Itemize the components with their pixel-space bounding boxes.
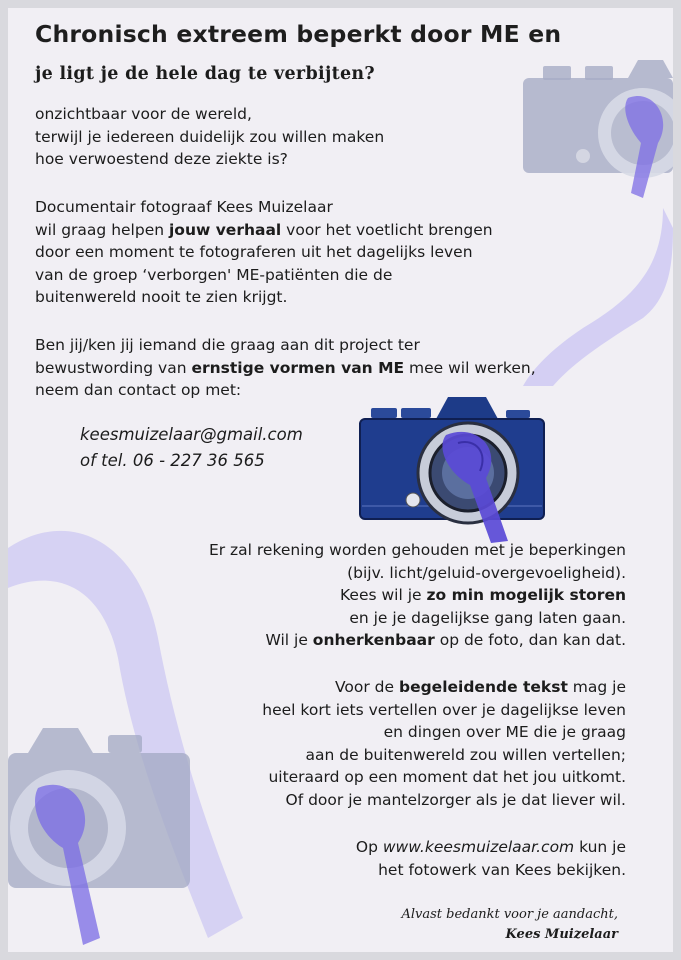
call-to-action-paragraph [35,334,536,402]
closing-block [401,905,618,945]
photographer-line: buitenwereld nooit te zien krijgt. [35,288,288,306]
call-line: neem dan contact op met: [35,381,242,399]
call-line: bewustwording van ernstige vormen van ME mee wil werken, [35,358,536,377]
photographer-line: Documentair fotograaf Kees Muizelaar [35,198,333,216]
emphasis-text: onherkenbaar [312,631,435,649]
limitations-line: Wil je onherkenbaar op de foto, dan kan dat. [265,631,626,649]
limitations-line: Kees wil je zo min mogelijk storen [340,586,626,604]
flyer-page [8,8,673,952]
photographer-line: van de groep ‘verborgen' ME-patiënten die de [35,265,393,284]
limitations-line: en je je dagelijkse gang laten gaan. [349,608,626,627]
intro-line: terwijl je iedereen duidelijk zou willen maken [35,127,385,146]
text-info-line: heel kort iets vertellen over je dagelijkse leven [262,700,626,719]
contact-email[interactable]: keesmuizelaar@gmail.com [80,425,303,444]
emphasis-text: zo min mogelijk storen [426,586,626,604]
text-info-paragraph [262,676,626,811]
intro-paragraph [35,103,384,171]
emphasis-text: begeleidende tekst [398,678,568,696]
contact-phone: of tel. 06 - 227 36 565 [80,451,265,470]
call-line: Ben jij/ken jij iemand die graag aan dit project ter [35,336,420,354]
emphasis-text: jouw verhaal [168,220,282,239]
intro-line: onzichtbaar voor de wereld, [35,105,252,123]
website-line: het fotowerk van Kees bekijken. [378,860,626,879]
website-paragraph [356,836,626,881]
text-info-line: Voor de begeleidende tekst mag je [335,678,626,696]
closing-thanks: Alvast bedankt voor je aandacht, [401,907,618,922]
intro-line: hoe verwoestend deze ziekte is? [35,150,288,168]
photographer-paragraph [35,196,493,309]
contact-block [80,422,303,474]
emphasis-text: ernstige vormen van ME [191,358,405,377]
text-info-line: aan de buitenwereld zou willen vertellen; [305,745,626,764]
page-title: Chronisch extreem beperkt door ME en [35,20,562,48]
camera-icon-faded-bottom [8,723,208,952]
website-line: Op www.keesmuizelaar.com kun je [355,838,626,856]
limitations-line: (bijv. licht/geluid-overgevoeligheid). [347,563,626,582]
text-info-line: Of door je mantelzorger als je dat liever wil. [285,790,626,809]
text-info-line: en dingen over ME die je graag [383,723,626,741]
closing-signature: Kees Muizelaar [505,927,618,942]
photographer-line: door een moment te fotograferen uit het dagelijks leven [35,243,473,261]
camera-ribbon-illustration [358,393,548,543]
photographer-line: wil graag helpen jouw verhaal voor het voetlicht brengen [35,220,493,239]
camera-icon-faded-top [513,48,673,208]
limitations-line: Er zal rekening worden gehouden met je beperkingen [208,541,626,559]
text-info-line: uiteraard op een moment dat het jou uitkomt. [268,768,626,786]
limitations-paragraph [209,539,626,652]
page-subtitle: je ligt je de hele dag te verbijten? [35,64,375,84]
website-link[interactable]: www.keesmuizelaar.com [382,838,575,856]
awareness-ribbon-faded-top [513,208,673,388]
